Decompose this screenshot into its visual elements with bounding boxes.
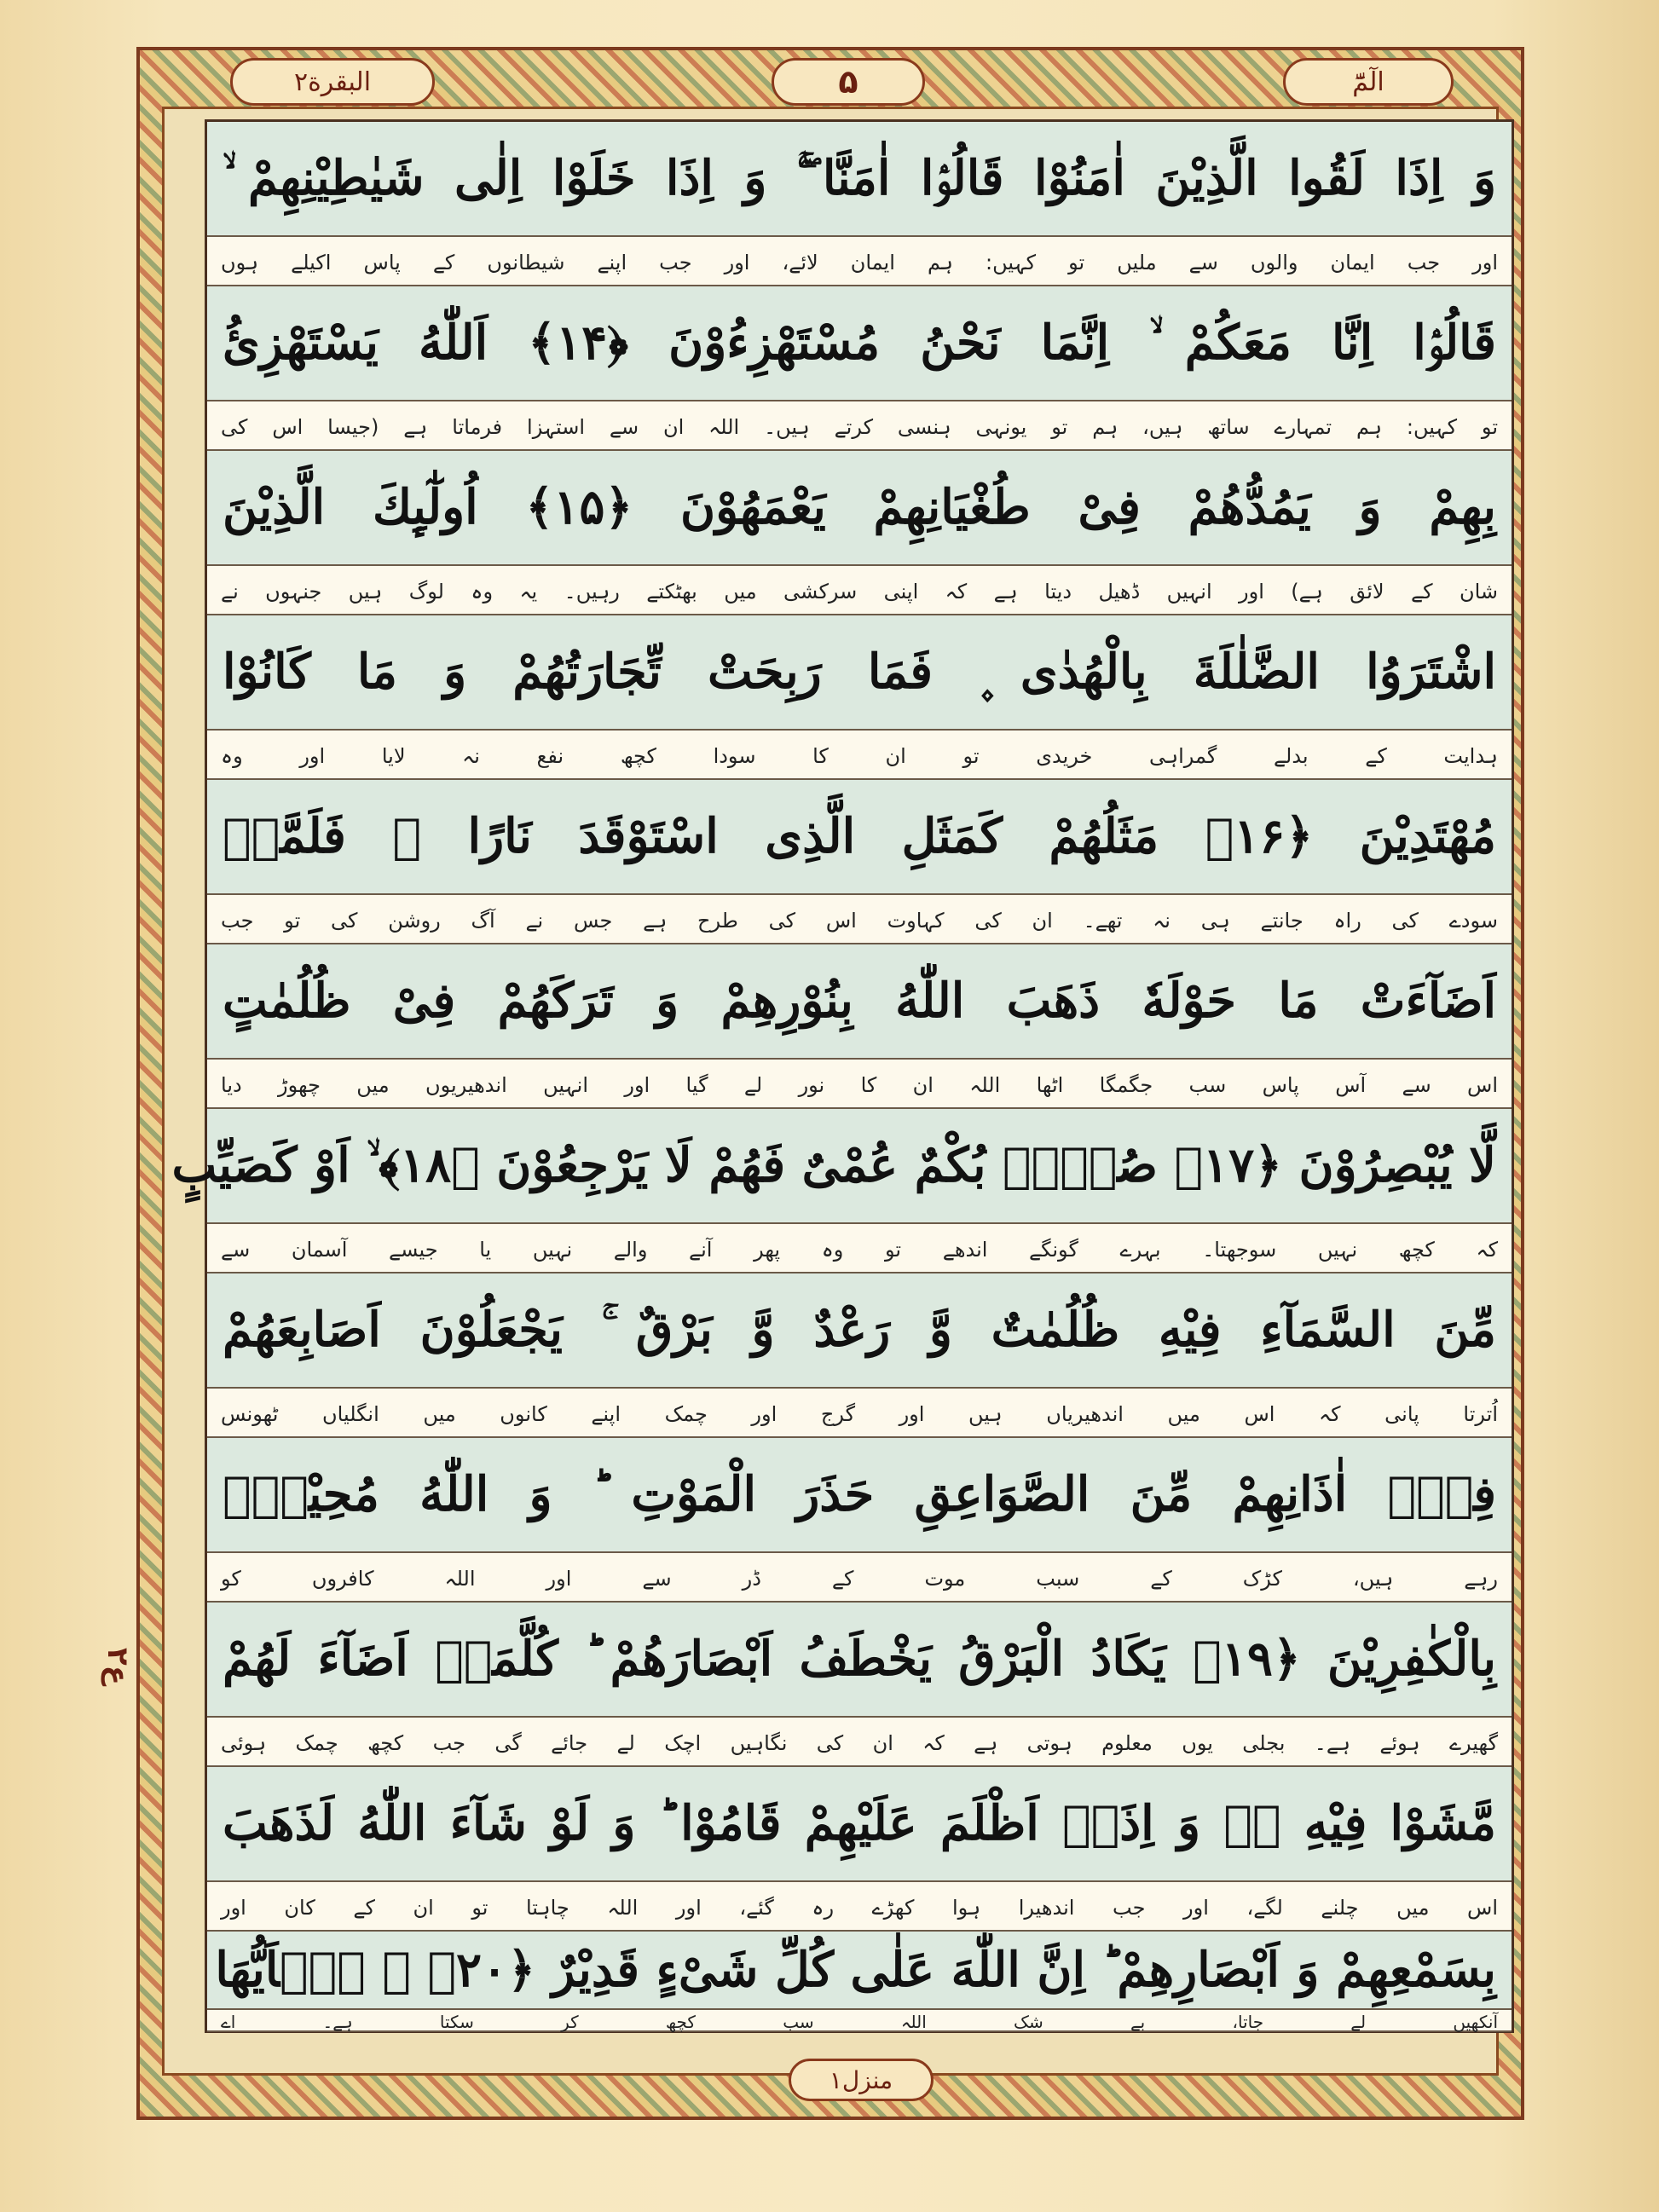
arabic-line: فِیْۤ اٰذَانِهِمْ مِّنَ الصَّوَاعِقِ حَذَرَ الْمَوْتِ ؕ وَ اللّٰهُ مُحِیْطٌۢ bbox=[207, 1438, 1512, 1551]
urdu-translation-line: اس سے آس پاس سب جگمگا اٹھا اللہ ان کا نور لے گیا اور انہیں اندھیریوں میں چھوڑ دیا bbox=[207, 1058, 1512, 1109]
ruku-marker: ع٢ bbox=[101, 1648, 135, 1685]
arabic-line: مُهْتَدِیْنَ ﴿۱۶﴾ مَثَلُهُمْ كَمَثَلِ الَّذِی اسْتَوْقَدَ نَارًا ۚ فَلَمَّاۤ bbox=[207, 780, 1512, 893]
urdu-translation-line: رہے ہیں، کڑک کے سبب موت کے ڈر سے اور اللہ کافروں کو bbox=[207, 1551, 1512, 1603]
arabic-line: بِالْكٰفِرِیْنَ ﴿۱۹﴾ یَكَادُ الْبَرْقُ یَخْطَفُ اَبْصَارَهُمْ ؕ كُلَّمَاۤ اَضَآءَ لَهُمْ bbox=[207, 1603, 1512, 1716]
arabic-line: اَضَآءَتْ مَا حَوْلَهٗ ذَهَبَ اللّٰهُ بِنُوْرِهِمْ وَ تَرَكَهُمْ فِیْ ظُلُمٰتٍ bbox=[207, 944, 1512, 1058]
page-number: ۵ bbox=[838, 63, 858, 101]
arabic-line: لَّا یُبْصِرُوْنَ ﴿۱۷﴾ صُمٌّۢ بُكْمٌ عُمْیٌ فَهُمْ لَا یَرْجِعُوْنَ ﴿۱۸﴾ ۙ اَوْ كَصَیِّبٍ bbox=[207, 1109, 1512, 1222]
arabic-line: اشْتَرَوُا الضَّلٰلَةَ بِالْهُدٰى ۪ فَمَا رَبِحَتْ تِّجَارَتُهُمْ وَ مَا كَانُوْا bbox=[207, 615, 1512, 729]
urdu-translation-line: اور جب ایمان والوں سے ملیں تو کہیں: ہم ایمان لائے، اور جب اپنے شیطانوں کے پاس اکیلے ہوں bbox=[207, 235, 1512, 286]
urdu-translation-line: آنکھیں لے جاتا، بے شک اللہ سب کچھ کر سکتا ہے۔ اے bbox=[207, 2008, 1512, 2032]
urdu-translation-line: اس میں چلنے لگے، اور جب اندھیرا ہوا کھڑے رہ گئے، اور اللہ چاہتا تو ان کے کان اور bbox=[207, 1880, 1512, 1932]
arabic-line: مِّنَ السَّمَآءِ فِیْهِ ظُلُمٰتٌ وَّ رَعْدٌ وَّ بَرْقٌ ۚ یَجْعَلُوْنَ اَصَابِعَهُمْ bbox=[207, 1273, 1512, 1387]
arabic-line: قَالُوْۤا اِنَّا مَعَكُمْ ۙ اِنَّمَا نَحْنُ مُسْتَهْزِءُوْنَ ﴿۱۴﴾ اَللّٰهُ یَسْتَهْزِئُ bbox=[207, 286, 1512, 400]
arabic-line: بِسَمْعِهِمْ وَ اَبْصَارِهِمْ ؕ اِنَّ اللّٰهَ عَلٰى كُلِّ شَیْءٍ قَدِیْرٌ ﴿۲۰﴾ ۠ یٰۤاَیُّهَا bbox=[207, 1932, 1512, 2008]
juz-name-cartouche bbox=[1283, 58, 1454, 106]
urdu-translation-line: کہ کچھ نہیں سوجھتا۔ بہرے گونگے اندھے تو وہ پھر آنے والے نہیں یا جیسے آسمان سے bbox=[207, 1222, 1512, 1273]
urdu-translation-line: ہدایت کے بدلے گمراہی خریدی تو ان کا سودا کچھ نفع نہ لایا اور وہ bbox=[207, 729, 1512, 780]
surah-name: البقرة٢ bbox=[293, 66, 372, 97]
urdu-translation-line: گھیرے ہوئے ہے۔ بجلی یوں معلوم ہوتی ہے کہ ان کی نگاہیں اچک لے جائے گی جب کچھ چمک ہوئی bbox=[207, 1716, 1512, 1767]
surah-name-cartouche bbox=[230, 58, 435, 106]
page-number-cartouche bbox=[772, 58, 925, 106]
juz-name: الٓمّٓ bbox=[1352, 66, 1384, 97]
manzil-label: منزل١ bbox=[829, 2065, 893, 2094]
urdu-translation-line: اُترتا پانی کہ اس میں اندھیریاں ہیں اور گرج اور چمک اپنے کانوں میں انگلیاں ٹھونس bbox=[207, 1387, 1512, 1438]
urdu-translation-line: شان کے لائق ہے) اور انہیں ڈھیل دیتا ہے کہ اپنی سرکشی میں بھٹکتے رہیں۔ یہ وہ لوگ ہیں جنہوں نے bbox=[207, 564, 1512, 615]
arabic-line: مَّشَوْا فِیْهِ ۙۗ وَ اِذَاۤ اَظْلَمَ عَلَیْهِمْ قَامُوْا ؕ وَ لَوْ شَآءَ اللّٰهُ لَذَهَبَ bbox=[207, 1767, 1512, 1880]
manzil-cartouche bbox=[789, 2059, 934, 2101]
arabic-line: بِهِمْ وَ یَمُدُّهُمْ فِیْ طُغْیَانِهِمْ یَعْمَهُوْنَ ﴿۱۵﴾ اُولٰٓىِٕكَ الَّذِیْنَ bbox=[207, 451, 1512, 564]
urdu-translation-line: سودے کی راہ جانتے ہی نہ تھے۔ ان کی کہاوت اس کی طرح ہے جس نے آگ روشن کی تو جب bbox=[207, 893, 1512, 944]
urdu-translation-line: تو کہیں: ہم تمہارے ساتھ ہیں، ہم تو یونہی ہنسی کرتے ہیں۔ اللہ ان سے استہزا فرماتا ہے (جیسا اس کی bbox=[207, 400, 1512, 451]
arabic-line: وَ اِذَا لَقُوا الَّذِیْنَ اٰمَنُوْا قَالُوْۤا اٰمَنَّا ۚۖ وَ اِذَا خَلَوْا اِلٰى شَیٰطِیْنِهِمْ ۙ bbox=[207, 122, 1512, 235]
